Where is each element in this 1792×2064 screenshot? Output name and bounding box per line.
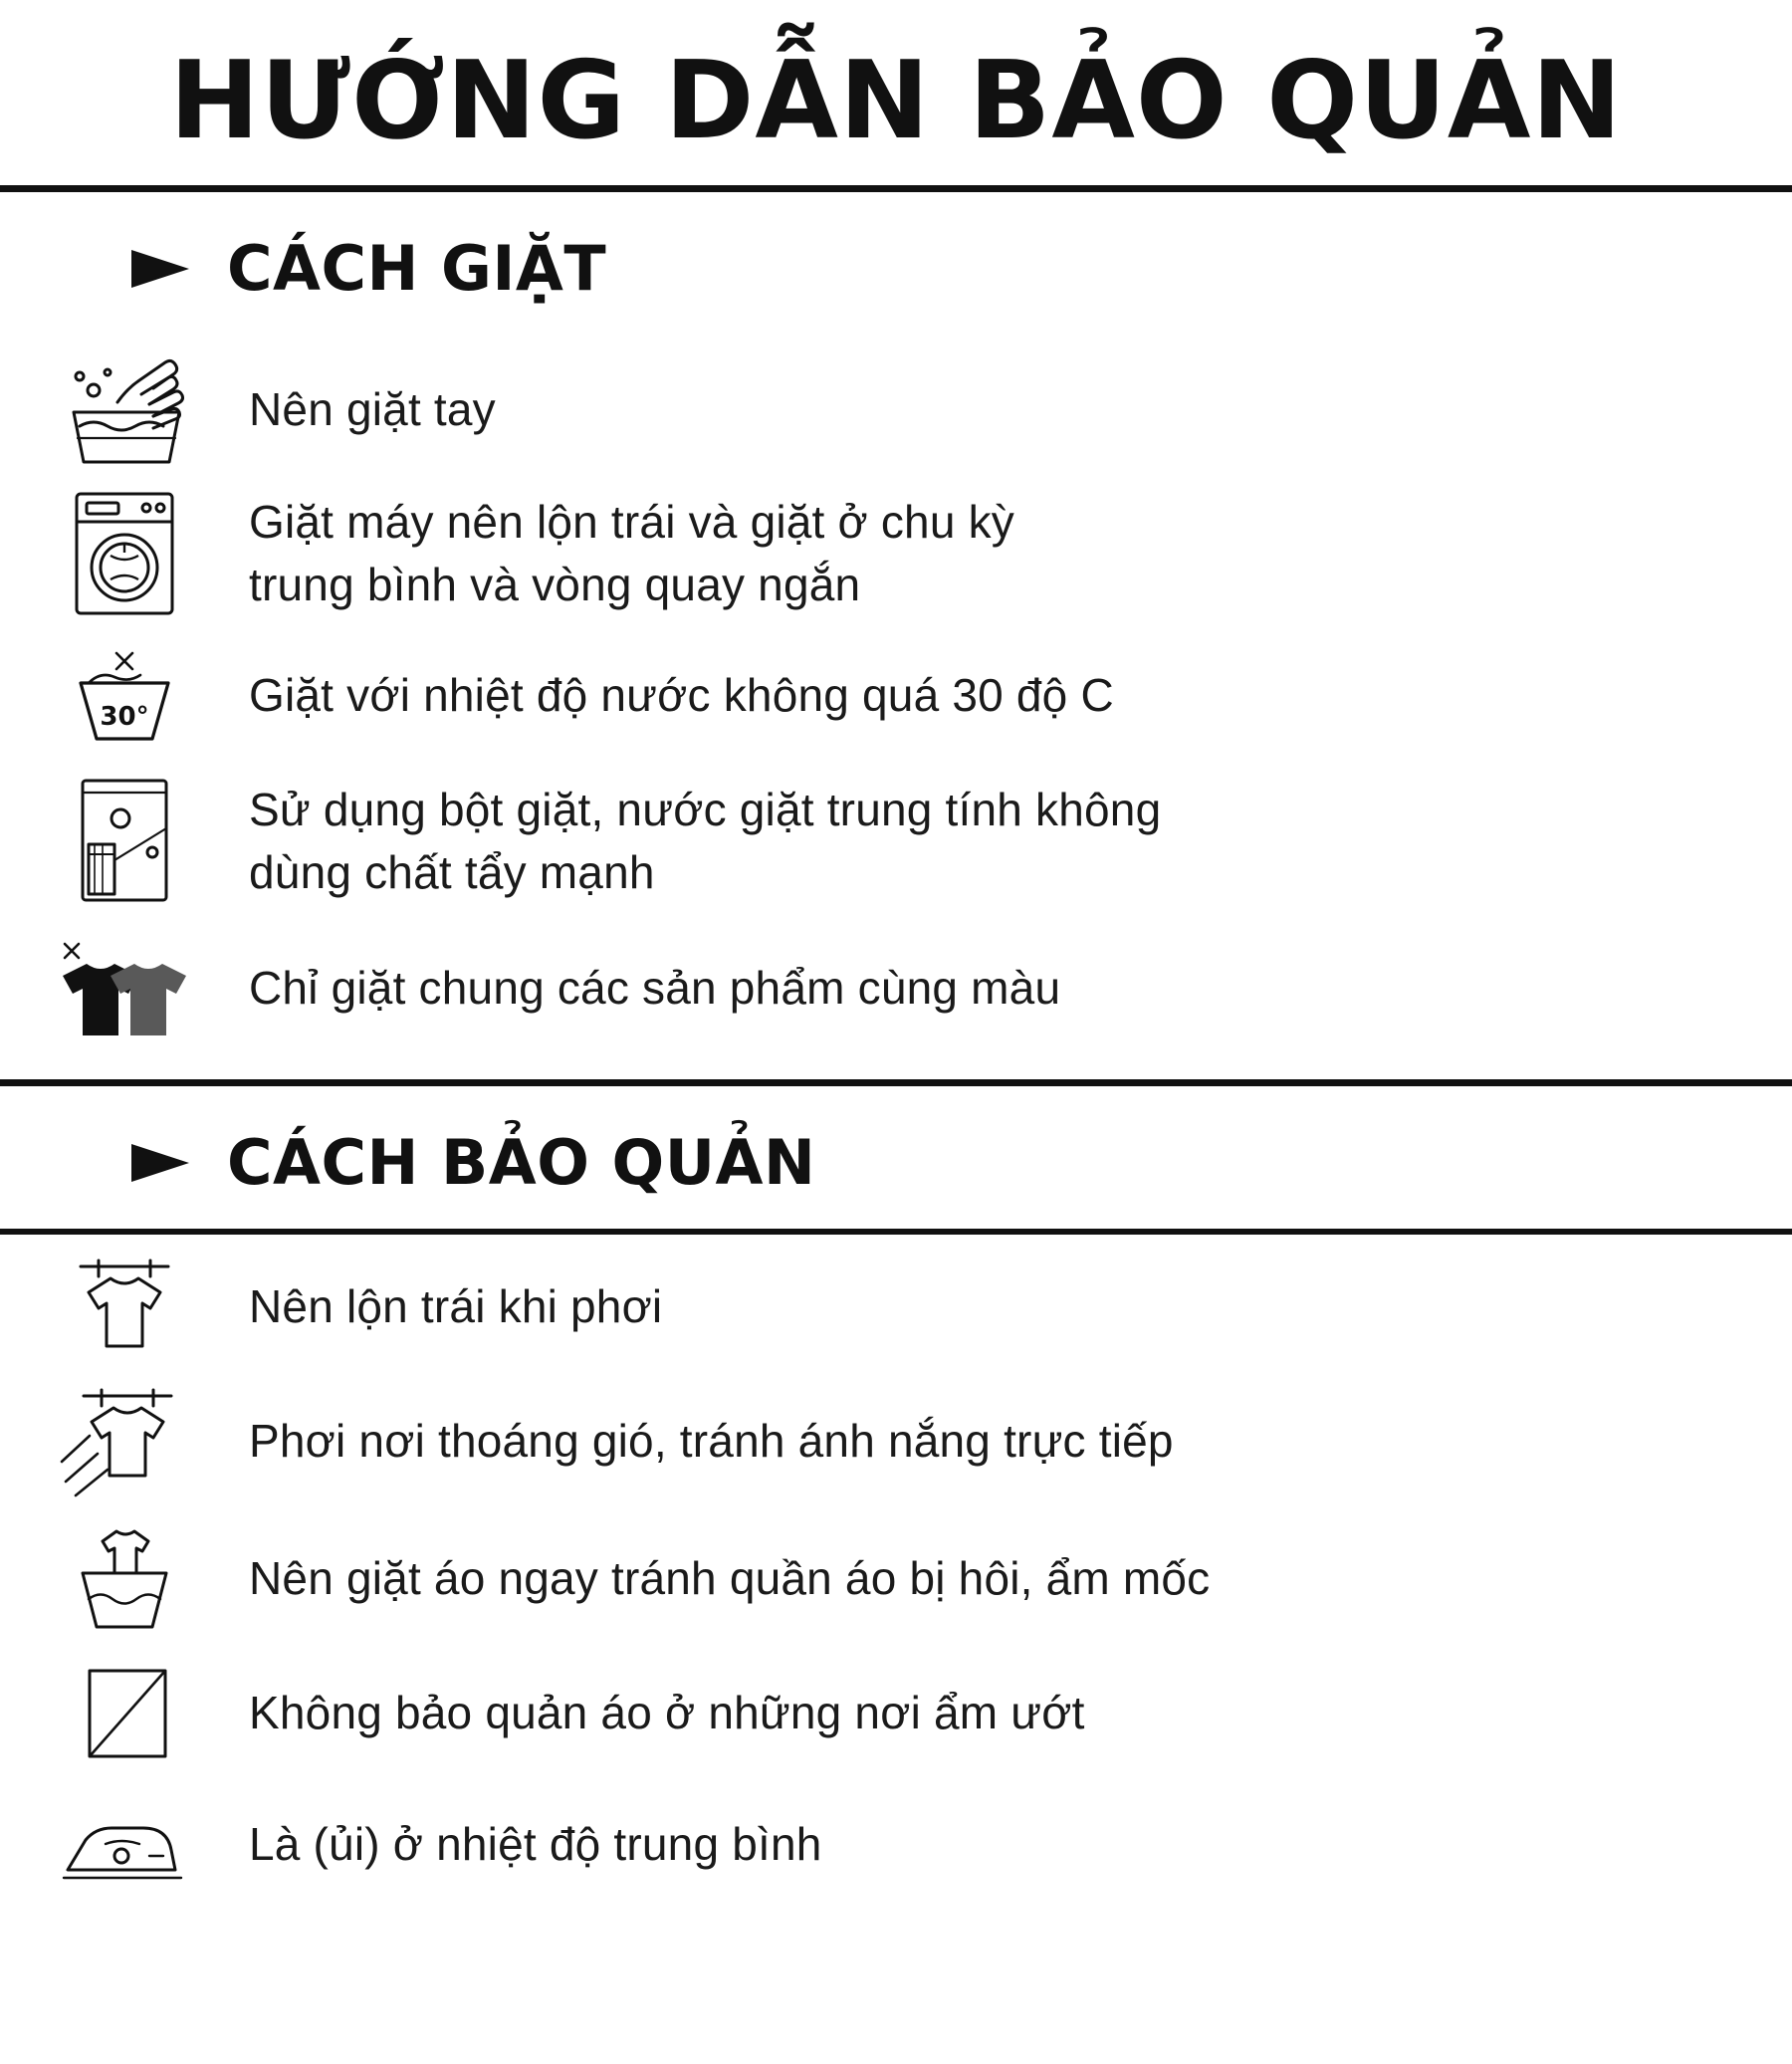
section-header-washing	[0, 192, 1792, 335]
list-item	[0, 478, 1792, 629]
list-item-line: Giặt với nhiệt độ nước không quá 30 độ C	[249, 668, 1114, 721]
iron-medium-heat-icon	[0, 1794, 249, 1894]
list-item-line: Sử dụng bột giặt, nước giặt trung tính không	[249, 783, 1162, 835]
page-bottom-spacer	[0, 1936, 1792, 1975]
list-item-text	[249, 779, 1191, 905]
list-item	[0, 1241, 1792, 1372]
list-item-text	[249, 491, 1044, 617]
list-item	[0, 1372, 1792, 1509]
same-color-tshirts-icon	[0, 928, 249, 1047]
list-item-text	[249, 957, 1090, 1020]
list-item-line: Nên lộn trái khi phơi	[249, 1279, 663, 1332]
list-item	[0, 1647, 1792, 1778]
hang-dry-shirt-icon	[0, 1247, 249, 1366]
list-item-line: Không bảo quản áo ở những nơi ẩm ướt	[249, 1686, 1085, 1738]
list-item	[0, 341, 1792, 478]
list-item-text	[249, 664, 1144, 727]
title-divider	[0, 185, 1792, 192]
storage-instruction-list	[0, 1235, 1792, 1936]
list-item-text	[249, 1275, 692, 1338]
list-item	[0, 1509, 1792, 1647]
list-item	[0, 629, 1792, 761]
list-item	[0, 1778, 1792, 1910]
list-item-line: Giặt máy nên lộn trái và giặt ở chu kỳ	[249, 495, 1015, 548]
section-title-washing: CÁCH GIẶT	[227, 232, 607, 306]
hand-wash-basin-icon	[0, 346, 249, 472]
list-item-line: Là (ủi) ở nhiệt độ trung bình	[249, 1817, 822, 1870]
list-item-line: dùng chất tẩy mạnh	[249, 846, 655, 899]
list-item-line: trung bình và vòng quay ngắn	[249, 559, 861, 611]
list-item-line: Chỉ giặt chung các sản phẩm cùng màu	[249, 961, 1061, 1014]
arrow-right-icon	[127, 1140, 193, 1186]
wash-30-degrees-icon	[0, 635, 249, 755]
list-item-text	[249, 1682, 1115, 1744]
list-item-line: Nên giặt tay	[249, 382, 496, 435]
washing-machine-icon	[0, 484, 249, 623]
no-damp-storage-icon	[0, 1653, 249, 1772]
section-divider-top	[0, 1079, 1792, 1086]
wash-temp-label: 30°	[100, 702, 149, 733]
list-item	[0, 922, 1792, 1053]
list-item-text	[249, 1547, 1239, 1610]
page-title: HƯỚNG DẪN BẢO QUẢN	[169, 39, 1623, 163]
list-item	[0, 761, 1792, 922]
list-item-text	[249, 1410, 1204, 1473]
arrow-right-icon	[127, 246, 193, 292]
detergent-box-icon	[0, 767, 249, 916]
list-item-line: Phơi nơi thoáng gió, tránh ánh nắng trực tiếp	[249, 1414, 1174, 1467]
section-title-storage: CÁCH BẢO QUẢN	[227, 1126, 816, 1200]
list-item-line: Nên giặt áo ngay tránh quần áo bị hôi, ẩm mốc	[249, 1551, 1211, 1604]
list-item-text	[249, 378, 526, 441]
section-header-storage	[0, 1086, 1792, 1229]
dry-in-shade-icon	[0, 1378, 249, 1503]
list-item-text	[249, 1813, 852, 1876]
page-title-block	[0, 0, 1792, 185]
washing-instruction-list	[0, 335, 1792, 1079]
wash-shirt-basin-icon	[0, 1515, 249, 1641]
